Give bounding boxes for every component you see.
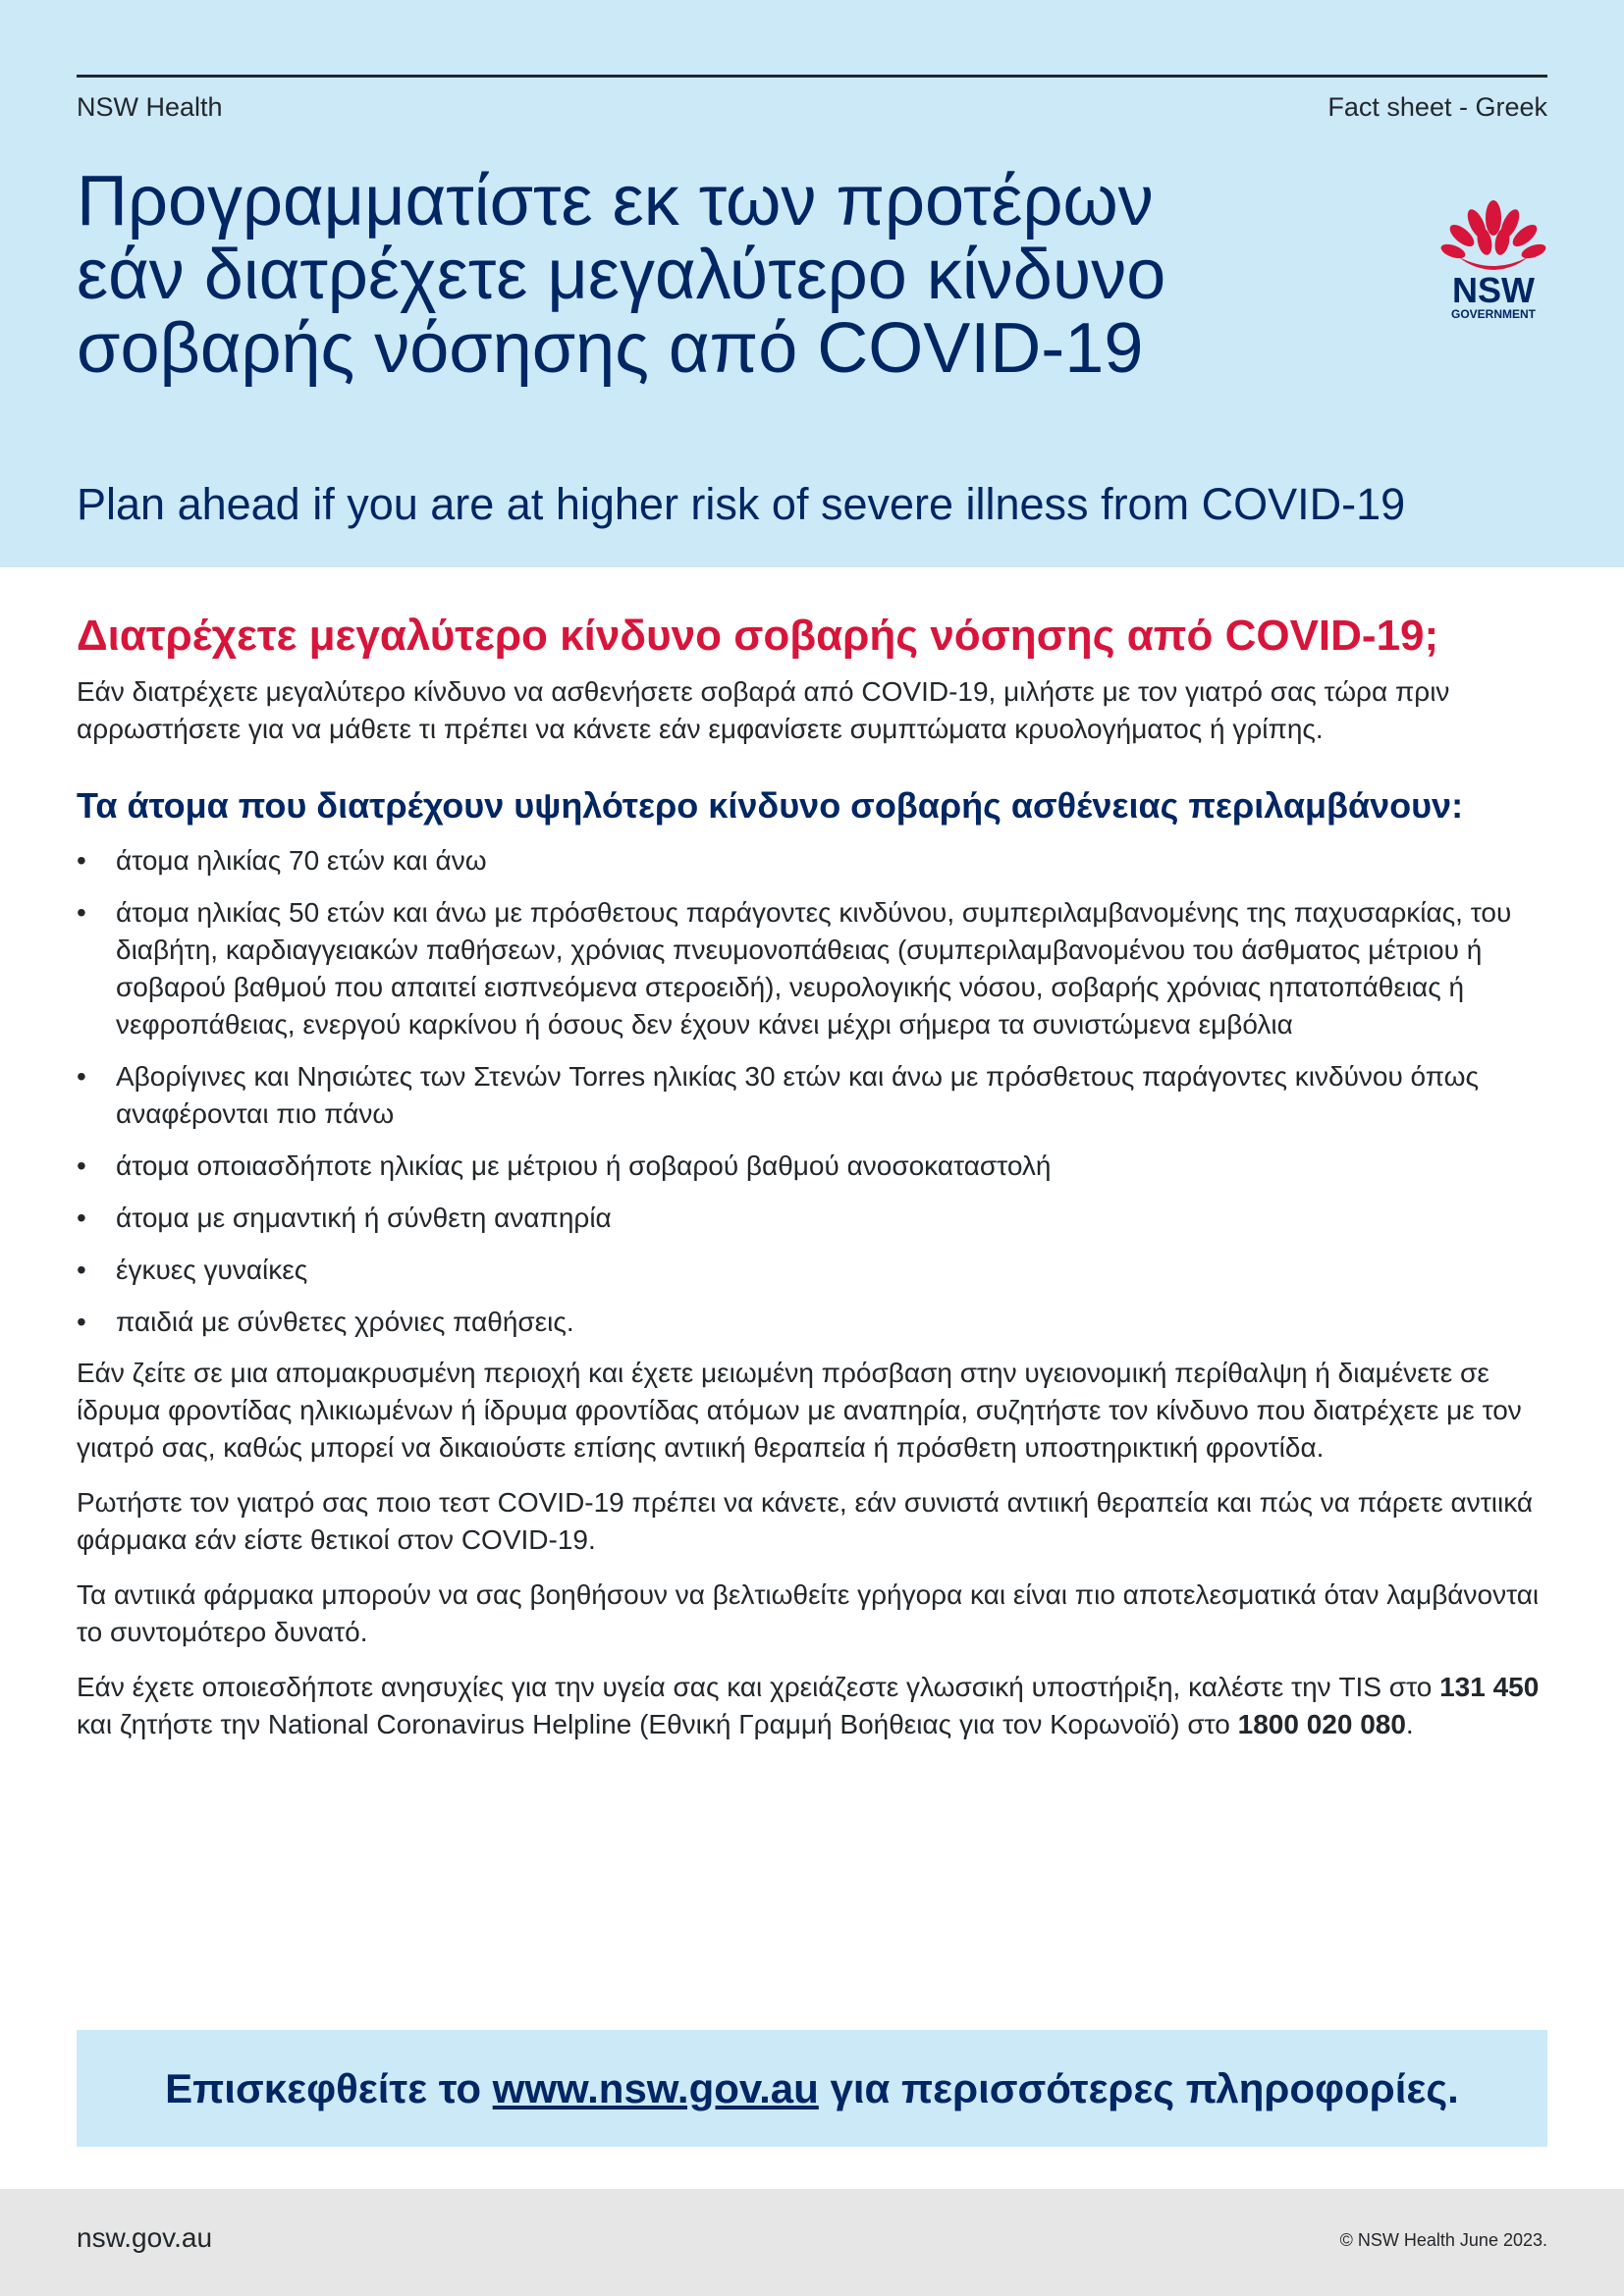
list-item	[77, 1148, 1530, 1185]
risk-groups-list	[77, 842, 1547, 1341]
footer-site-link[interactable]: nsw.gov.au	[77, 2222, 213, 2253]
bullet-icon: •	[77, 1150, 86, 1181]
remote-access-paragraph: Εάν ζείτε σε μια απομακρυσμένη περιοχή και έχετε μειωμένη πρόσβαση στην υγειονομική περίθαλψη ή διαμένετε σε ίδρυμα φροντίδας ηλικιωμένων ή ίδρυμα φροντίδας ατόμων με αναπηρία, συζητήστε τον κίνδυνο που διατρέχετε με τον γιατρό σας, καθώς μπορεί να δικαιούστε επίσης αντιική θεραπεία ή πρόσθετη υποστηρικτική φροντίδα.	[77, 1358, 1522, 1463]
nsw-government-logo	[1435, 196, 1551, 324]
title-line: σοβαρής νόσησης από COVID-19	[77, 309, 1144, 388]
ask-doctor-paragraph: Ρωτήστε τον γιατρό σας ποιο τεστ COVID-19 πρέπει να κάνετε, εάν συνιστά αντιική θεραπεία και πώς να πάρετε αντιικά φάρμακα εάν είστε θετικοί στον COVID-19.	[77, 1487, 1534, 1555]
risk-question-heading: Διατρέχετε μεγαλύτερο κίνδυνο σοβαρής νόσησης από COVID-19;	[77, 612, 1439, 660]
list-item	[77, 894, 1530, 1043]
logo-subtext: GOVERNMENT	[1450, 307, 1537, 321]
english-subtitle: Plan ahead if you are at higher risk of severe illness from COVID-19	[77, 479, 1406, 529]
list-item	[77, 1304, 1530, 1341]
list-item	[77, 1058, 1530, 1133]
list-item-text: Αβορίγινες και Νησιώτες των Στενών Torres ηλικίας 30 ετών και άνω με πρόσθετους παράγοντες κινδύνου όπως αναφέρονται πιο πάνω	[116, 1061, 1480, 1129]
list-item-text: άτομα ηλικίας 70 ετών και άνω	[116, 845, 487, 876]
contact-text: .	[1405, 1709, 1414, 1739]
tis-phone-number: 131 450	[1439, 1672, 1540, 1702]
banner-prefix: Επισκεφθείτε το	[165, 2064, 493, 2111]
bullet-icon: •	[77, 1255, 86, 1285]
copyright-notice: © NSW Health June 2023.	[1339, 2230, 1547, 2250]
footer	[0, 2189, 1624, 2296]
organization-label: NSW Health	[77, 92, 223, 122]
bullet-icon: •	[77, 897, 86, 928]
header-divider	[77, 75, 1547, 78]
list-item	[77, 842, 1530, 880]
list-item-text: άτομα ηλικίας 50 ετών και άνω με πρόσθετους παράγοντες κινδύνου, συμπεριλαμβανομένης της παχυσαρκίας, του διαβήτη, καρδιαγγειακών παθήσεων, χρόνιας πνευμονοπάθειας (συμπεριλαμβανομένου του άσθματος μέτριου ή σοβαρού βαθμού που απαιτεί εισπνεόμενα στεροειδή), νευρολογικής νόσου, σοβαρής χρόνιας ηπατοπάθειας ή νεφροπάθειας, ενεργού καρκίνου ή όσους δεν έχουν κάνει μέχρι σήμερα τα συνιστώμενα εμβόλια	[116, 897, 1512, 1040]
title-line: εάν διατρέχετε μεγαλύτερο κίνδυνο	[77, 236, 1166, 314]
nsw-gov-link[interactable]: www.nsw.gov.au	[492, 2064, 819, 2111]
header-band	[0, 0, 1624, 567]
bullet-icon: •	[77, 1202, 86, 1233]
logo-wordmark: NSW	[1452, 270, 1535, 310]
list-item-text: άτομα οποιασδήποτε ηλικίας με μέτριου ή σοβαρού βαθμού ανοσοκαταστολή	[116, 1150, 1052, 1181]
contact-text: Εάν έχετε οποιεσδήποτε ανησυχίες για την υγεία σας και χρειάζεστε γλωσσική υποστήριξη, καλέστε την TIS στο	[77, 1672, 1440, 1702]
page-title	[77, 162, 1353, 388]
list-item-text: άτομα με σημαντική ή σύνθετη αναπηρία	[116, 1202, 612, 1233]
list-item-text: παιδιά με σύνθετες χρόνιες παθήσεις.	[116, 1307, 574, 1337]
bullet-icon: •	[77, 845, 86, 876]
list-item	[77, 1252, 1530, 1289]
contact-text: και ζητήστε την National Coronavirus Helpline (Εθνική Γραμμή Βοήθειας για τον Κορωνοϊό) στο	[77, 1709, 1238, 1739]
language-support-paragraph	[77, 1669, 1540, 1743]
list-item	[77, 1200, 1530, 1237]
waratah-icon	[1435, 196, 1551, 324]
helpline-phone-number: 1800 020 080	[1237, 1709, 1406, 1739]
title-line: Προγραμματίστε εκ των προτέρων	[77, 162, 1154, 240]
banner-suffix: για περισσότερες πληροφορίες.	[818, 2064, 1459, 2111]
higher-risk-heading: Τα άτομα που διατρέχουν υψηλότερο κίνδυνο σοβαρής ασθένειας περιλαμβάνουν:	[77, 785, 1464, 826]
antivirals-paragraph: Τα αντιικά φάρμακα μπορούν να σας βοηθήσουν να βελτιωθείτε γρήγορα και είναι πιο αποτελεσματικά όταν λαμβάνονται το συντομότερο δυνατό.	[77, 1579, 1540, 1647]
bullet-icon: •	[77, 1061, 86, 1092]
more-info-banner	[77, 2030, 1547, 2147]
list-item-text: έγκυες γυναίκες	[116, 1255, 308, 1285]
intro-paragraph: Εάν διατρέχετε μεγαλύτερο κίνδυνο να ασθενήσετε σοβαρά από COVID-19, μιλήστε με τον γιατρό σας τώρα πριν αρρωστήσετε για να μάθετε τι πρέπει να κάνετε εάν εμφανίσετε συμπτώματα κρυολογήματος ή γρίπης.	[77, 676, 1450, 744]
fact-sheet-type: Fact sheet - Greek	[1327, 92, 1547, 122]
bullet-icon: •	[77, 1307, 86, 1337]
main-content	[77, 611, 1547, 1743]
